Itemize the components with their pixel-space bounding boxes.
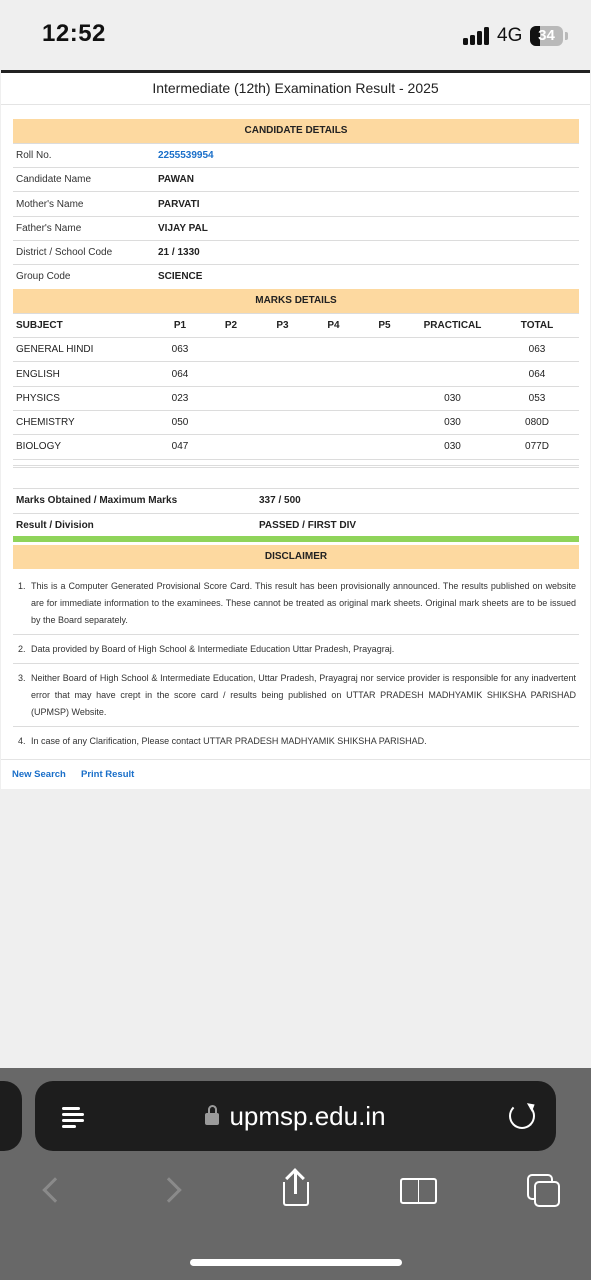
candidate-table xyxy=(13,119,579,290)
mark-cell xyxy=(257,362,308,386)
column-header: P3 xyxy=(257,313,308,337)
father-name: VIJAY PAL xyxy=(155,216,579,240)
practical-cell xyxy=(410,362,495,386)
mark-cell: 063 xyxy=(155,338,205,362)
total-cell: 077D xyxy=(495,435,579,459)
mark-cell xyxy=(308,386,359,410)
back-button[interactable] xyxy=(30,1168,74,1212)
tabs-button[interactable] xyxy=(521,1168,565,1212)
table-row xyxy=(13,216,579,240)
disclaimer-heading: DISCLAIMER xyxy=(13,545,579,569)
navigation-bar xyxy=(0,1168,591,1218)
mark-cell xyxy=(205,435,257,459)
column-header: PRACTICAL xyxy=(410,313,495,337)
result-value: PASSED / FIRST DIV xyxy=(259,519,357,531)
mark-cell xyxy=(359,362,410,386)
marks-heading: MARKS DETAILS xyxy=(13,289,579,313)
practical-cell: 030 xyxy=(410,386,495,410)
status-time: 12:52 xyxy=(42,20,106,47)
battery-tip xyxy=(565,32,568,40)
url-text: upmsp.edu.in xyxy=(229,1101,386,1131)
total-cell: 080D xyxy=(495,410,579,434)
row-label: Group Code xyxy=(13,265,155,289)
row-label: Mother's Name xyxy=(13,192,155,216)
total-cell: 063 xyxy=(495,338,579,362)
page-title: Intermediate (12th) Examination Result - 2025 xyxy=(152,80,439,96)
table-row xyxy=(13,240,579,264)
column-header: P1 xyxy=(155,313,205,337)
new-search-link[interactable]: New Search xyxy=(12,769,66,780)
back-chevron-icon xyxy=(42,1177,67,1202)
table-row xyxy=(13,410,579,434)
mark-cell xyxy=(359,435,410,459)
mark-cell xyxy=(308,338,359,362)
marks-obtained-row xyxy=(13,489,579,513)
mark-cell: 064 xyxy=(155,362,205,386)
reload-icon[interactable] xyxy=(509,1103,535,1129)
mark-cell xyxy=(359,410,410,434)
total-cell: 053 xyxy=(495,386,579,410)
marks-obtained-value: 337 / 500 xyxy=(259,495,301,507)
list-item: 2. Data provided by Board of High School & Intermediate Education Uttar Pradesh, Prayagraj. xyxy=(13,635,579,664)
table-row xyxy=(13,168,579,192)
group-code: SCIENCE xyxy=(155,265,579,289)
mark-cell xyxy=(257,410,308,434)
table-row xyxy=(13,192,579,216)
battery-level: 34 xyxy=(538,27,555,44)
marks-header-row xyxy=(13,313,579,337)
result-row xyxy=(13,514,579,538)
bookmarks-button[interactable] xyxy=(398,1168,442,1212)
disclaimer-list xyxy=(13,572,579,755)
home-indicator[interactable] xyxy=(190,1259,402,1266)
list-item: 4. In case of any Clarification, Please contact UTTAR PRADESH MADHYAMIK SHIKSHA PARISHAD. xyxy=(18,736,427,746)
table-row xyxy=(13,143,579,167)
column-header: TOTAL xyxy=(495,313,579,337)
mark-cell xyxy=(205,410,257,434)
forward-button[interactable] xyxy=(152,1168,196,1212)
mother-name: PARVATI xyxy=(155,192,579,216)
district-school-code: 21 / 1330 xyxy=(155,240,579,264)
mark-cell xyxy=(308,362,359,386)
mark-cell xyxy=(257,386,308,410)
mark-cell xyxy=(308,410,359,434)
column-header: P5 xyxy=(359,313,410,337)
mark-cell xyxy=(359,338,410,362)
mark-cell: 047 xyxy=(155,435,205,459)
address-bar[interactable] xyxy=(35,1081,556,1151)
url-display[interactable] xyxy=(35,1101,556,1132)
table-row xyxy=(13,265,579,289)
result-page xyxy=(1,70,590,786)
mark-cell xyxy=(257,338,308,362)
subject-cell: PHYSICS xyxy=(13,386,155,410)
mark-cell xyxy=(205,362,257,386)
subject-cell: BIOLOGY xyxy=(13,435,155,459)
result-label: Result / Division xyxy=(16,519,94,531)
table-row xyxy=(13,362,579,386)
result-summary xyxy=(13,465,579,538)
practical-cell xyxy=(410,338,495,362)
mark-cell xyxy=(205,338,257,362)
cellular-signal-icon xyxy=(463,27,491,45)
mark-cell: 050 xyxy=(155,410,205,434)
mark-cell: 023 xyxy=(155,386,205,410)
battery-icon xyxy=(530,26,563,46)
share-button[interactable] xyxy=(271,1168,315,1212)
result-status-bar xyxy=(13,536,579,542)
title-divider xyxy=(1,104,590,105)
row-label: Candidate Name xyxy=(13,168,155,192)
page-footer xyxy=(1,759,590,789)
network-type: 4G xyxy=(497,25,523,46)
candidate-name: PAWAN xyxy=(155,168,579,192)
column-header: P2 xyxy=(205,313,257,337)
table-row xyxy=(13,386,579,410)
mark-cell xyxy=(257,435,308,459)
total-cell: 064 xyxy=(495,362,579,386)
mark-cell xyxy=(205,386,257,410)
list-item: 3. Neither Board of High School & Intermediate Education, Uttar Pradesh, Prayagraj nor service provider is responsible for any inadvertent error that may have crept in the score card / results being published on UTTAR PRADESH MADHYAMIK SHIKSHA PARISHAD (UPMSP) Website. xyxy=(13,664,579,727)
practical-cell: 030 xyxy=(410,410,495,434)
marks-heading-row xyxy=(13,289,579,313)
subject-cell: ENGLISH xyxy=(13,362,155,386)
status-bar xyxy=(0,0,591,70)
row-label: District / School Code xyxy=(13,240,155,264)
print-result-link[interactable]: Print Result xyxy=(81,769,135,780)
browser-toolbar xyxy=(0,1068,591,1280)
mark-cell xyxy=(308,435,359,459)
column-header: SUBJECT xyxy=(13,313,155,337)
spacer-row xyxy=(13,465,579,489)
roll-number[interactable]: 2255539954 xyxy=(155,143,579,167)
candidate-heading-row xyxy=(13,119,579,143)
row-label: Roll No. xyxy=(13,143,155,167)
practical-cell: 030 xyxy=(410,435,495,459)
table-row xyxy=(13,338,579,362)
subject-cell: GENERAL HINDI xyxy=(13,338,155,362)
row-label: Father's Name xyxy=(13,216,155,240)
previous-tab-preview[interactable] xyxy=(0,1081,22,1151)
list-item: 1. This is a Computer Generated Provisional Score Card. This result has been provisionally announced. The results published on website are for immediate information to the examinees. These cannot be treated as original mark sheets. Original mark sheets are to be issued by the Board separately. xyxy=(13,572,579,635)
marks-table xyxy=(13,289,579,468)
subject-cell: CHEMISTRY xyxy=(13,410,155,434)
marks-obtained-label: Marks Obtained / Maximum Marks xyxy=(16,495,178,507)
column-header: P4 xyxy=(308,313,359,337)
table-row xyxy=(13,435,579,459)
candidate-heading: CANDIDATE DETAILS xyxy=(13,119,579,143)
bookmarks-icon xyxy=(400,1178,438,1204)
lock-icon xyxy=(205,1113,219,1125)
forward-chevron-icon xyxy=(156,1177,181,1202)
mark-cell xyxy=(359,386,410,410)
